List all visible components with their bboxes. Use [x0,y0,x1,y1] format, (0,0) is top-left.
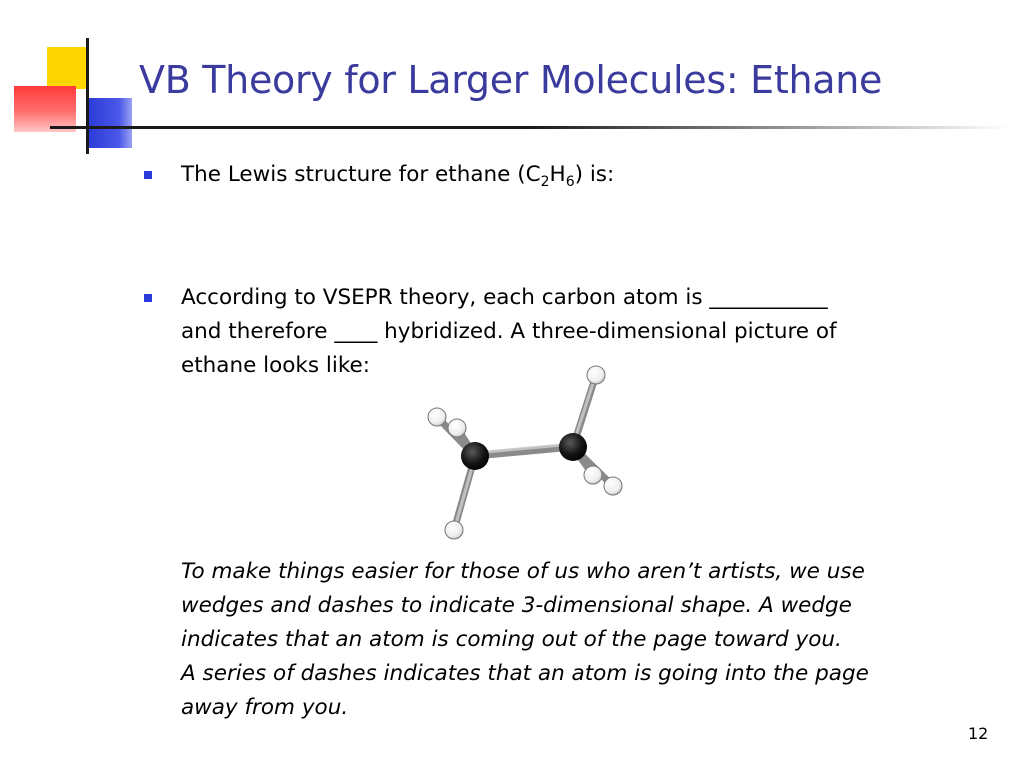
logo-yellow-square [47,47,87,89]
slide-title: VB Theory for Larger Molecules: Ethane [139,58,883,102]
decorative-logo [0,0,160,160]
bullet-text: According to VSEPR theory, each carbon atom is ___________ and therefore ____ hybridized. A three-dimensional picture of ethane looks like: [181,285,837,378]
hydrogen-atom [604,477,622,495]
hydrogen-atom [448,419,466,437]
square-bullet-icon [144,294,152,302]
carbon-atom [559,433,587,461]
hydrogen-atom [428,408,446,426]
logo-vertical-line [86,38,89,154]
title-underline [50,126,1010,129]
hydrogen-atom [587,366,605,384]
bullet-item-lewis [144,158,974,198]
ethane-ball-and-stick-model [415,362,635,542]
bullet-text: The Lewis structure for ethane $(C_2H_6)$ is: [181,162,615,190]
wedge-dash-explanation: To make things easier for those of us who aren’t artists, we use wedges and dashes to indicate 3-dimensional shape. A wedge indicates that an atom is coming out of the page toward you. A series of dashes indicates that an atom is going into the page away from you. [181,559,869,720]
page-number: 12 [968,724,989,743]
square-bullet-icon [144,171,152,179]
logo-blue-square [88,98,132,148]
carbon-atom [461,442,489,470]
hydrogen-atom [445,521,463,539]
hydrogen-atom [584,466,602,484]
